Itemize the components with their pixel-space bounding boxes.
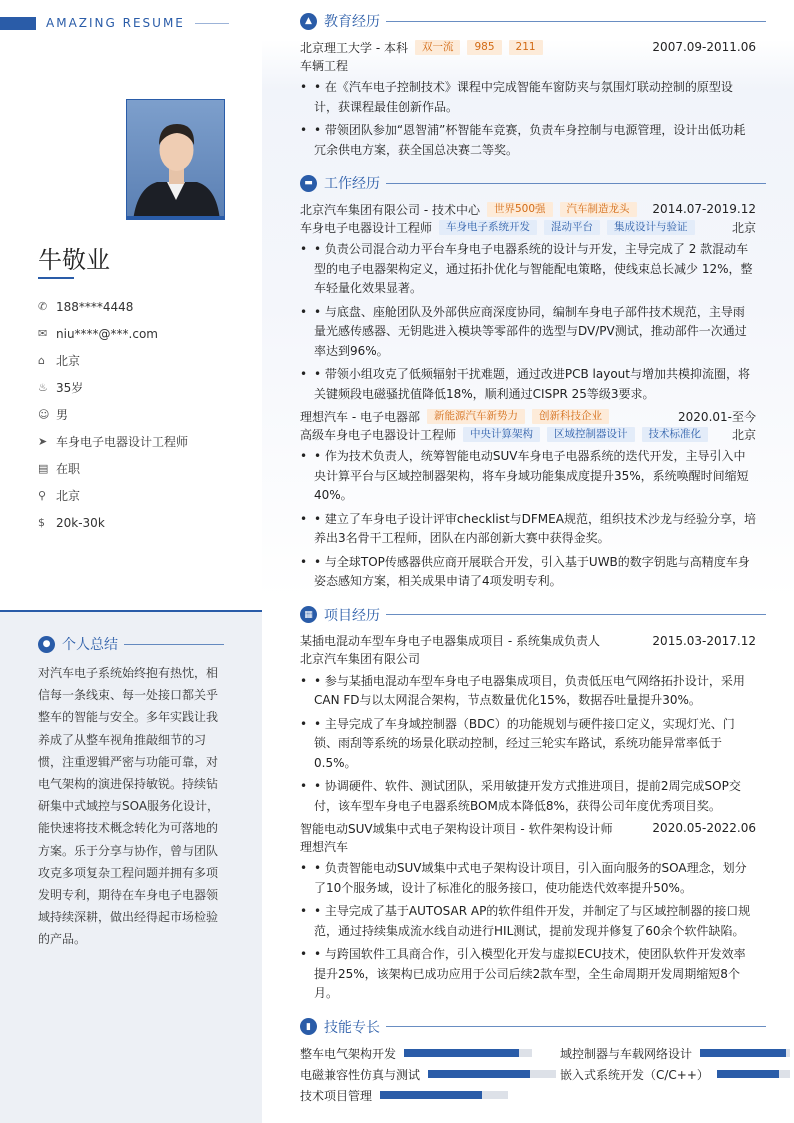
home-icon: ⌂ [38, 354, 45, 367]
info-city [38, 347, 238, 374]
phone-icon: ✆ [38, 300, 48, 313]
info-status-text: 在职 [56, 462, 81, 476]
list-item: • • 带领团队参加“恩智浦”杯智能车竞赛，负责车身控制与电源管理，设计出低功耗冗余供电方案，获全国总决赛二等奖。 [300, 121, 756, 160]
school-tag: 双一流 [415, 40, 461, 55]
project-bullets [300, 672, 756, 817]
position-tag: 车身电子系统开发 [439, 220, 537, 235]
job-position: 高级车身电子电器设计工程师 [300, 427, 457, 442]
project-org-row [300, 650, 756, 668]
info-location [38, 482, 238, 509]
project-bullets [300, 859, 756, 1004]
projects-title: 项目经历 [324, 607, 380, 624]
education-major-row [300, 56, 756, 74]
skills-heading [300, 1018, 756, 1036]
info-salary [38, 509, 238, 536]
mail-icon: ✉ [38, 327, 48, 340]
job-position-row [300, 218, 756, 236]
skill-item [300, 1044, 560, 1063]
skill-bar [404, 1049, 532, 1057]
brand-header [0, 16, 229, 30]
job-position-row [300, 425, 756, 443]
skill-name: 域控制器与车载网络设计 [560, 1046, 693, 1061]
projects-divider [386, 614, 766, 615]
project-date: 2015.03-2017.12 [652, 633, 756, 648]
list-item: • • 与跨国软件工具商合作，引入模型化开发与虚拟ECU技术，使团队软件开发效率提升25%，该架构已成功应用于公司后续2款车型，全生命周期开发周期缩短8个月。 [300, 945, 756, 1004]
main-column [300, 12, 756, 1119]
projects-heading [300, 606, 756, 624]
info-position [38, 428, 238, 455]
grid-icon: ▦ [300, 606, 317, 623]
brand-bar [0, 17, 36, 30]
contact-info-list [38, 293, 238, 536]
list-item: • • 主导完成了车身域控制器（BDC）的功能规划与硬件接口定义，实现灯光、门锁、雨刮等系统的场景化联动控制，经过三轮实车路试，系统功能异常率低于0.5%。 [300, 715, 756, 774]
education-heading [300, 12, 756, 30]
info-email [38, 320, 238, 347]
skills-title: 技能专长 [324, 1019, 380, 1036]
project-entry-header [300, 632, 756, 650]
info-position-text: 车身电子电器设计工程师 [56, 435, 189, 449]
work-divider [386, 183, 766, 184]
education-date: 2007.09-2011.06 [652, 40, 756, 54]
gender-icon: ☺ [38, 408, 50, 421]
job-entry-header [300, 407, 756, 425]
education-divider [386, 21, 766, 22]
project-org: 理想汽车 [300, 839, 349, 854]
briefcase-icon: ▤ [38, 462, 49, 475]
skills-grid [300, 1044, 756, 1105]
company-tag: 新能源汽车新势力 [427, 409, 525, 424]
list-item: • • 参与某插电混动车型车身电子电器集成项目，负责低压电气网络拓扑设计，采用CAN FD与以太网混合架构，节点数量优化15%，数据吞吐量提升30%。 [300, 672, 756, 711]
job-city: 北京 [731, 220, 756, 235]
brand-divider [195, 23, 229, 24]
job-entry-header [300, 200, 756, 218]
list-item: • • 主导完成了基于AUTOSAR AP的软件组件开发，并制定了与区域控制器的接口规范，通过持续集成流水线自动进行HIL测试，提前发现并修复了60余个软件缺陷。 [300, 902, 756, 941]
school-tag: 211 [509, 40, 543, 55]
user-icon: ● [38, 636, 55, 653]
list-item: • • 在《汽车电子控制技术》课程中完成智能车窗防夹与氛围灯联动控制的原型设计，获课程最佳创新作品。 [300, 78, 756, 117]
skill-bar-fill [700, 1049, 785, 1057]
company-tag: 创新科技企业 [532, 409, 609, 424]
job-position: 车身电子电器设计工程师 [300, 220, 433, 235]
education-title: 教育经历 [324, 14, 380, 30]
list-item: • • 与底盘、座舱团队及外部供应商深度协同，编制车身电子部件技术规范，主导雨量光感传感器、无钥匙进入模块等零部件的选型与DV/PV测试，推动部件一次通过率达到96%。 [300, 303, 756, 362]
send-icon: ➤ [38, 435, 48, 448]
project-name: 某插电混动车型车身电子电器集成项目 - 系统集成负责人 [300, 634, 600, 648]
position-tag: 技术标准化 [642, 427, 709, 442]
brand-title: AMAZING RESUME [46, 16, 185, 30]
job-bullets [300, 240, 756, 404]
cake-icon: ♨ [38, 381, 48, 394]
list-item: • • 负责公司混合动力平台车身电子电器系统的设计与开发，主导完成了 2 款混动车型的电子电器架构定义，通过拓扑优化与智能配电策略，使线束总长减少 12%，整车轻量化效果显著。 [300, 240, 756, 299]
info-gender-text: 男 [56, 408, 69, 422]
salary-icon: $ [38, 516, 45, 529]
company-name: 北京汽车集团有限公司 - 技术中心 [300, 202, 480, 217]
skill-name: 技术项目管理 [300, 1088, 373, 1103]
summary-heading [38, 634, 224, 654]
skill-bar [428, 1070, 556, 1078]
info-phone-text: 188****4448 [56, 299, 134, 314]
education-entry-header [300, 38, 756, 56]
position-tag: 集成设计与验证 [607, 220, 695, 235]
company-tag: 汽车制造龙头 [560, 202, 637, 217]
skill-name: 整车电气架构开发 [300, 1046, 397, 1061]
summary-title: 个人总结 [62, 637, 118, 653]
skill-item [560, 1044, 790, 1063]
job-city: 北京 [731, 427, 756, 442]
info-gender [38, 401, 238, 428]
skill-bar-fill [717, 1070, 779, 1078]
list-item: • • 协调硬件、软件、测试团队，采用敏捷开发方式推进项目，提前2周完成SOP交付，该车型车身电子电器系统BOM成本降低8%，获得公司年度优秀项目奖。 [300, 777, 756, 816]
list-item: • • 带领小组攻克了低频辐射干扰难题，通过改进PCB layout与增加共模抑流圈，将关键频段电磁骚扰值降低18%，顺利通过CISPR 25等级3要求。 [300, 365, 756, 404]
education-bullets [300, 78, 756, 160]
project-entry-header [300, 819, 756, 837]
skills-divider [386, 1026, 766, 1027]
education-major: 车辆工程 [300, 58, 349, 73]
summary-divider [124, 644, 224, 645]
school-tag: 985 [467, 40, 501, 55]
work-section [300, 174, 756, 592]
info-city-text: 北京 [56, 354, 81, 368]
list-item: • • 与全球TOP传感器供应商开展联合开发，引入基于UWB的数字钥匙与高精度车身姿态感知方案，相关成果申请了4项发明专利。 [300, 553, 756, 592]
list-item: • • 负责智能电动SUV域集中式电子架构设计项目，引入面向服务的SOA理念，划分了10个服务域，设计了标准化的服务接口，使功能迭代效率提升50%。 [300, 859, 756, 898]
skill-bar [700, 1049, 790, 1057]
bar-chart-icon: ▮ [300, 1018, 317, 1035]
skill-name: 电磁兼容性仿真与测试 [300, 1067, 421, 1082]
skill-item [300, 1065, 560, 1084]
skill-bar [380, 1091, 508, 1099]
position-tag: 区域控制器设计 [547, 427, 635, 442]
skill-item [300, 1086, 560, 1105]
school-name: 北京理工大学 - 本科 [300, 40, 408, 55]
location-icon: ⚲ [38, 489, 47, 502]
briefcase-icon: ▬ [300, 175, 317, 192]
job-bullets [300, 447, 756, 592]
company-tag: 世界500强 [487, 202, 553, 217]
list-item: • • 建立了车身电子设计评审checklist与DFMEA规范，组织技术沙龙与经验分享，培养出3名骨干工程师，团队在内部创新大赛中获得金奖。 [300, 510, 756, 549]
work-heading [300, 174, 756, 192]
skills-section [300, 1018, 756, 1105]
project-date: 2020.05-2022.06 [652, 821, 756, 835]
info-status [38, 455, 238, 482]
profile-photo [126, 99, 225, 220]
info-age [38, 374, 238, 401]
position-tag: 混动平台 [544, 220, 600, 235]
projects-section [300, 606, 756, 1004]
job-date: 2014.07-2019.12 [652, 202, 756, 216]
work-title: 工作经历 [324, 176, 380, 192]
skill-bar [717, 1070, 790, 1078]
info-age-text: 35岁 [56, 381, 84, 395]
profile-name: 牛敬业 [38, 246, 110, 274]
info-email-text: niu****@***.com [56, 326, 158, 341]
skill-bar-fill [404, 1049, 519, 1057]
info-location-text: 北京 [56, 489, 81, 503]
skill-bar-fill [380, 1091, 482, 1099]
info-phone [38, 293, 238, 320]
project-org: 北京汽车集团有限公司 [300, 652, 421, 666]
info-salary-text: 20k-30k [56, 515, 105, 530]
position-tag: 中央计算架构 [463, 427, 540, 442]
education-section [300, 12, 756, 160]
project-name: 智能电动SUV域集中式电子架构设计项目 - 软件架构设计师 [300, 821, 613, 836]
skill-item [560, 1065, 790, 1084]
list-item: • • 作为技术负责人，统筹智能电动SUV车身电子电器系统的迭代开发，主导引入中央计算平台与区域控制器架构，将车身域功能集成度提升35%，系统唤醒时间缩短40%。 [300, 447, 756, 506]
skill-name: 嵌入式系统开发（C/C++） [560, 1067, 709, 1082]
skill-bar-fill [428, 1070, 530, 1078]
graduation-cap-icon: ▲ [300, 13, 317, 30]
name-underline [38, 277, 74, 279]
company-name: 理想汽车 - 电子电器部 [300, 409, 420, 424]
project-org-row [300, 837, 756, 855]
job-date: 2020.01-至今 [678, 409, 756, 424]
summary-text: 对汽车电子系统始终抱有热忱，相信每一条线束、每一处接口都关乎整车的智能与安全。多年实践让我养成了从整车视角推敲细节的习惯，注重逻辑严密与功能可靠，对电气架构的演进保持敏锐。持续钻研集中式域控与SOA服务化设计，能快速将技术概念转化为可落地的方案。乐于分享与协作，曾与团队攻克多项复杂工程问题并拥有多项发明专利，期待在车身电子电器领域持续深耕，做出经得起市场检验的产品。 [38, 666, 220, 947]
